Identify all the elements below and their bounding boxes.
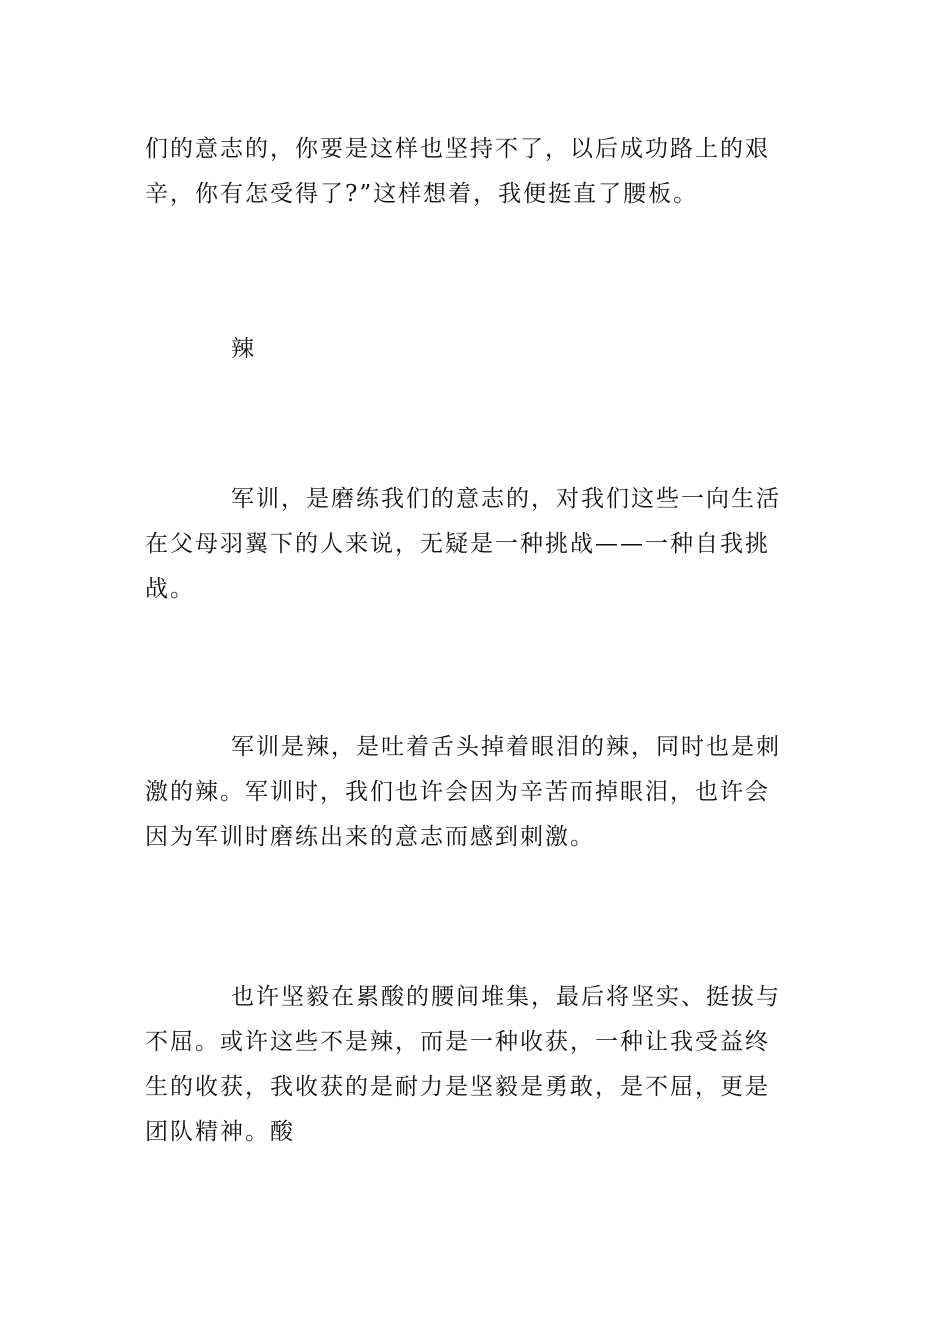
paragraph-perseverance <box>145 975 807 1155</box>
section-heading-la <box>145 327 807 372</box>
text-line: 激的辣。军训时，我们也许会因为辛苦而掉眼泪，也许会 <box>145 779 770 805</box>
text-line: 军训，是磨练我们的意志的，对我们这些一向生活 <box>231 486 781 512</box>
text-line: 团队精神。酸 <box>145 1119 295 1145</box>
text-line: 在父母羽翼下的人来说，无疑是一种挑战——一种自我挑 <box>145 531 770 557</box>
text-line: 战。 <box>145 576 195 602</box>
text-line: 们的意志的，你要是这样也坚持不了，以后成功路上的艰 <box>145 136 770 162</box>
heading-text: 辣 <box>231 336 256 362</box>
paragraph-continuation <box>145 127 807 217</box>
text-line: 因为军训时磨练出来的意志而感到刺激。 <box>145 824 595 850</box>
paragraph-military-training <box>145 477 807 612</box>
text-line: 生的收获，我收获的是耐力是坚毅是勇敢，是不屈，更是 <box>145 1074 770 1100</box>
text-line: 军训是辣，是吐着舌头掉着眼泪的辣，同时也是刺 <box>231 734 781 760</box>
text-line: 辛，你有怎受得了?”这样想着，我便挺直了腰板。 <box>145 181 699 207</box>
paragraph-spicy <box>145 725 807 860</box>
text-line: 也许坚毅在累酸的腰间堆集，最后将坚实、挺拔与 <box>231 984 781 1010</box>
text-line: 不屈。或许这些不是辣，而是一种收获，一种让我受益终 <box>145 1029 770 1055</box>
